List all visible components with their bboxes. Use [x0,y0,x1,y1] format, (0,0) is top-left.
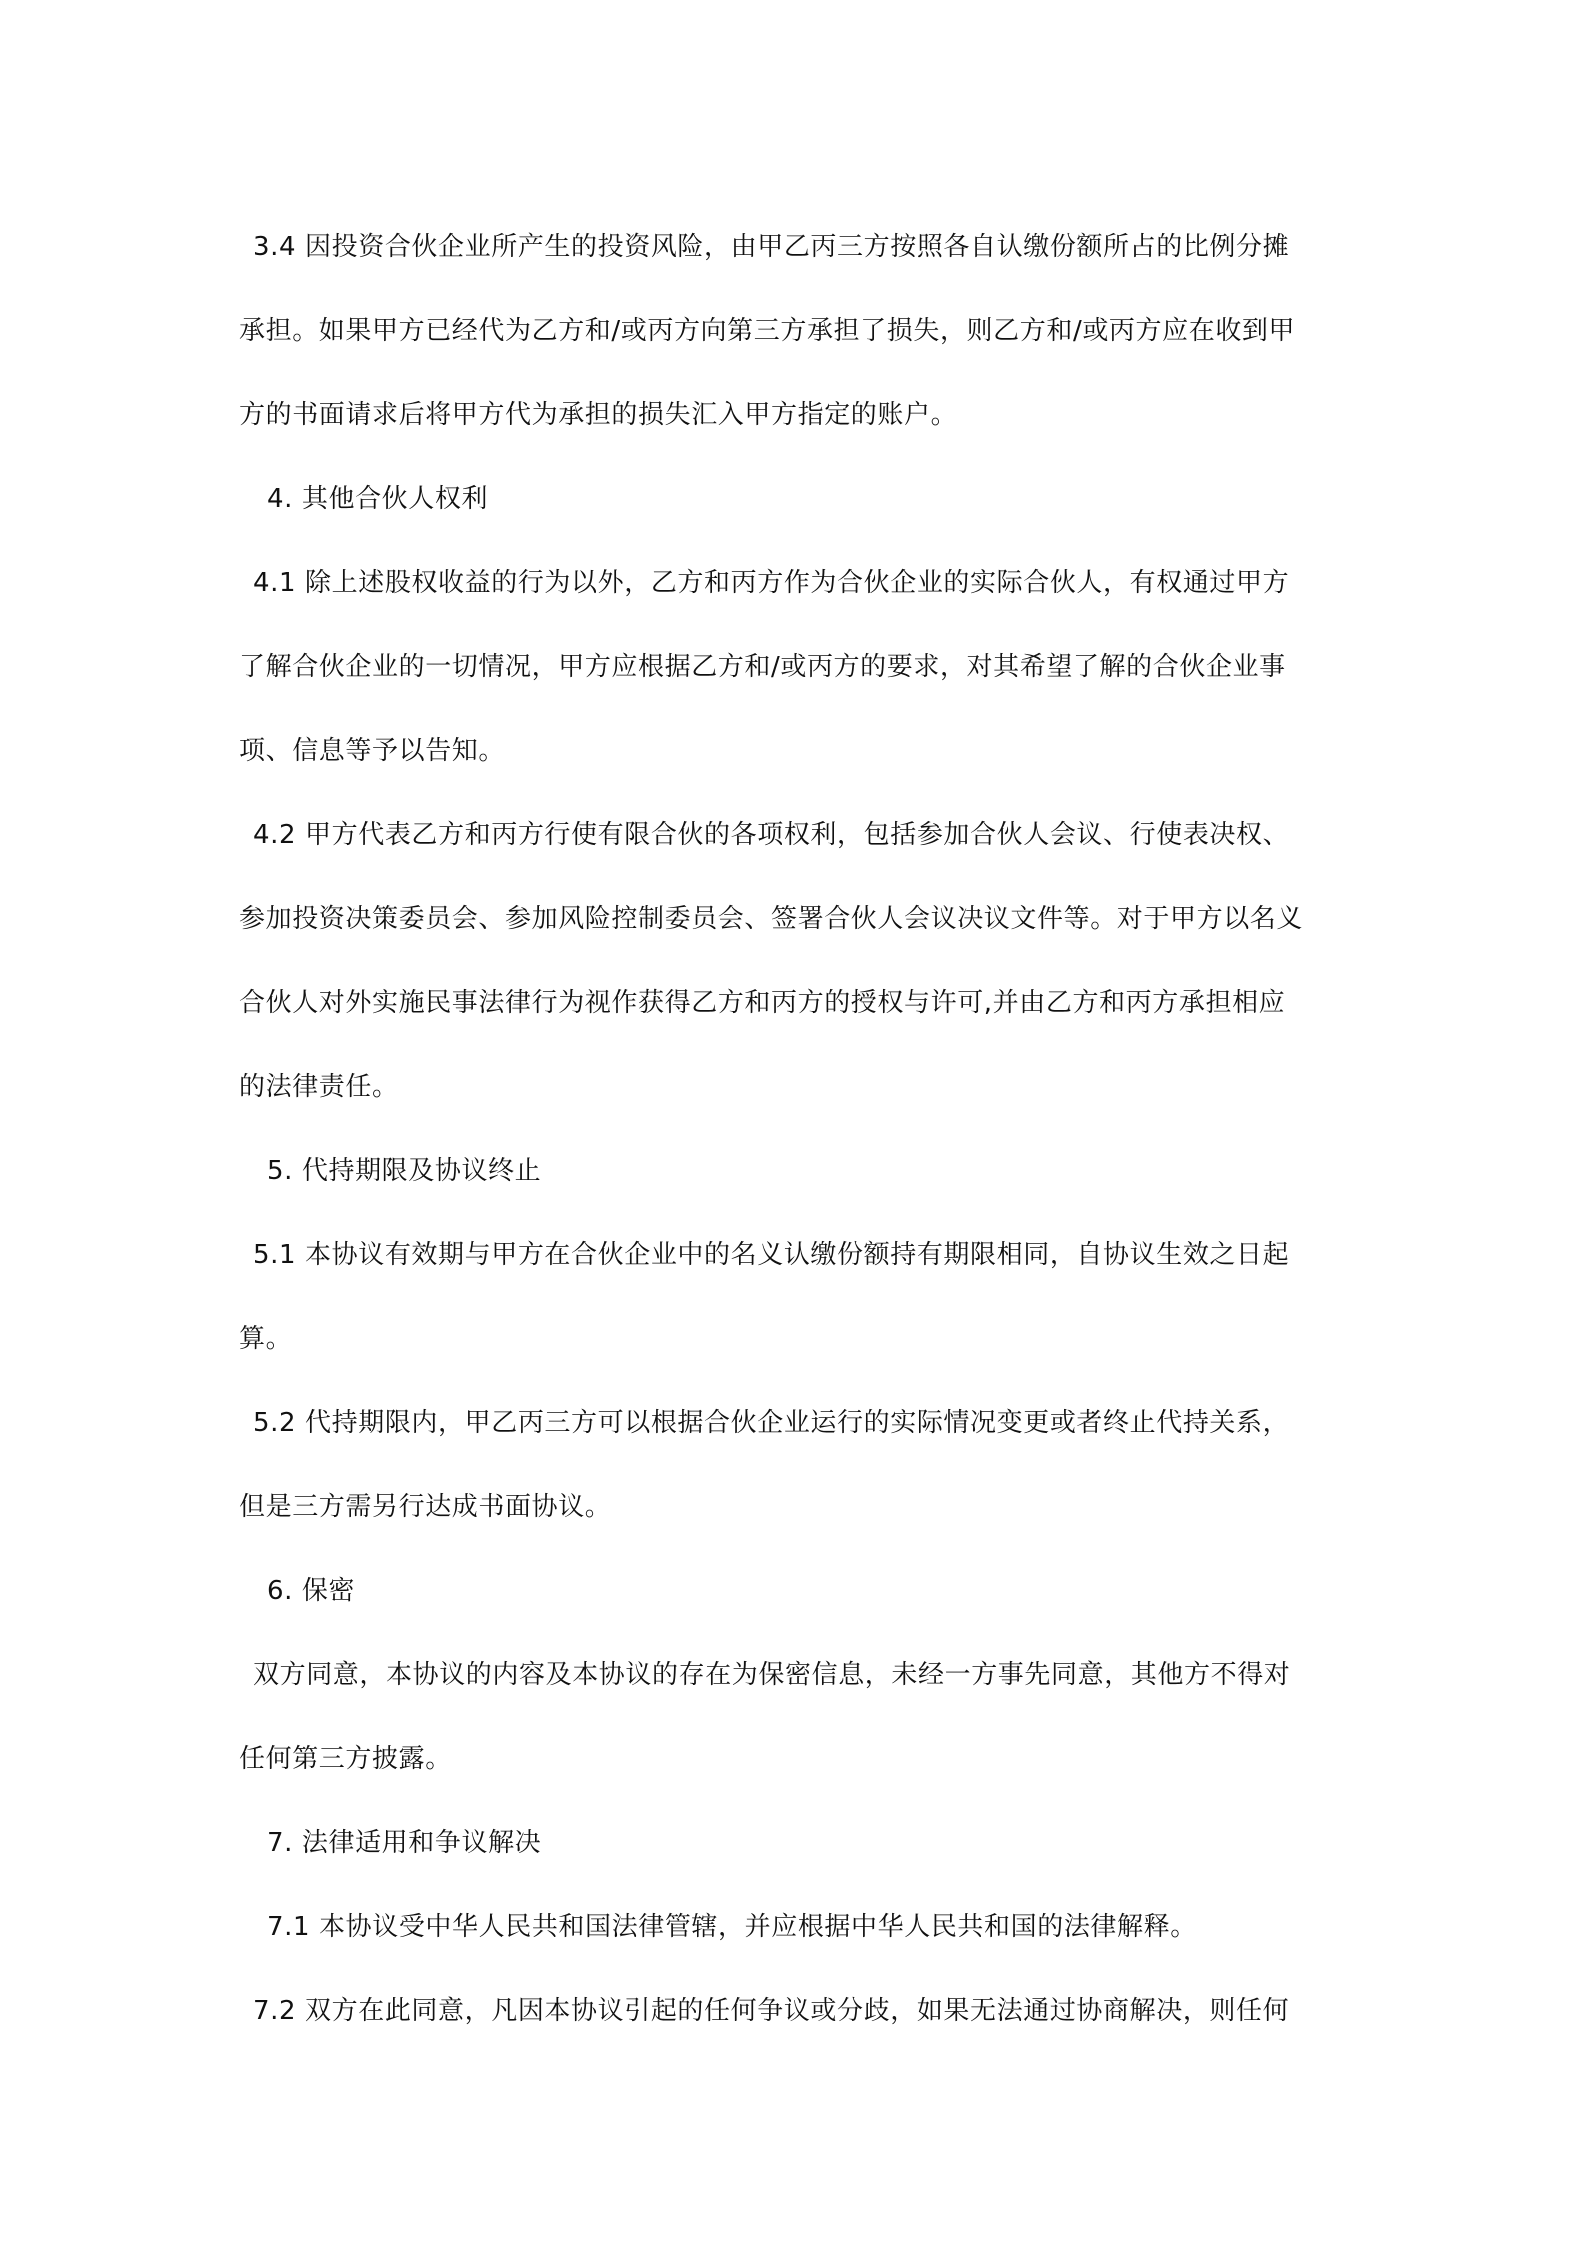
clause-4-2-line-1: 4.2 甲方代表乙方和丙方行使有限合伙的各项权利，包括参加合伙人会议、行使表决权、 [253,820,1290,850]
clause-4-1-line-3: 项、信息等予以告知。 [239,736,506,766]
clause-3-4-line-2: 承担。如果甲方已经代为乙方和/或丙方向第三方承担了损失，则乙方和/或丙方应在收到甲 [239,316,1296,346]
clause-5-2-line-1: 5.2 代持期限内，甲乙丙三方可以根据合伙企业运行的实际情况变更或者终止代持关系， [253,1408,1290,1438]
confidentiality-line-1: 双方同意，本协议的内容及本协议的存在为保密信息，未经一方事先同意，其他方不得对 [253,1660,1291,1690]
section-5-heading: 5. 代持期限及协议终止 [267,1156,542,1186]
confidentiality-line-2: 任何第三方披露。 [239,1744,452,1774]
clause-3-4-line-1: 3.4 因投资合伙企业所产生的投资风险，由甲乙丙三方按照各自认缴份额所占的比例分摊 [253,232,1290,262]
clause-4-2-line-2: 参加投资决策委员会、参加风险控制委员会、签署合伙人会议决议文件等。对于甲方以名义 [239,904,1304,934]
clause-7-1-line-1: 7.1 本协议受中华人民共和国法律管辖，并应根据中华人民共和国的法律解释。 [267,1912,1197,1942]
clause-3-4-line-3: 方的书面请求后将甲方代为承担的损失汇入甲方指定的账户。 [239,400,958,430]
clause-5-1-line-1: 5.1 本协议有效期与甲方在合伙企业中的名义认缴份额持有期限相同，自协议生效之日起 [253,1240,1290,1270]
clause-5-1-line-2: 算。 [239,1324,293,1354]
clause-4-2-line-3: 合伙人对外实施民事法律行为视作获得乙方和丙方的授权与许可,并由乙方和丙方承担相应 [239,988,1286,1018]
clause-5-2-line-2: 但是三方需另行达成书面协议。 [239,1492,612,1522]
clause-4-2-line-4: 的法律责任。 [239,1072,399,1102]
clause-7-2-line-1: 7.2 双方在此同意，凡因本协议引起的任何争议或分歧，如果无法通过协商解决，则任何 [253,1996,1290,2026]
section-4-heading: 4. 其他合伙人权利 [267,484,489,514]
document-body [239,205,1361,2053]
section-6-heading: 6. 保密 [267,1576,356,1606]
clause-4-1-line-2: 了解合伙企业的一切情况，甲方应根据乙方和/或丙方的要求，对其希望了解的合伙企业事 [239,652,1286,682]
clause-4-1-line-1: 4.1 除上述股权收益的行为以外，乙方和丙方作为合伙企业的实际合伙人，有权通过甲方 [253,568,1290,598]
section-7-heading: 7. 法律适用和争议解决 [267,1828,542,1858]
